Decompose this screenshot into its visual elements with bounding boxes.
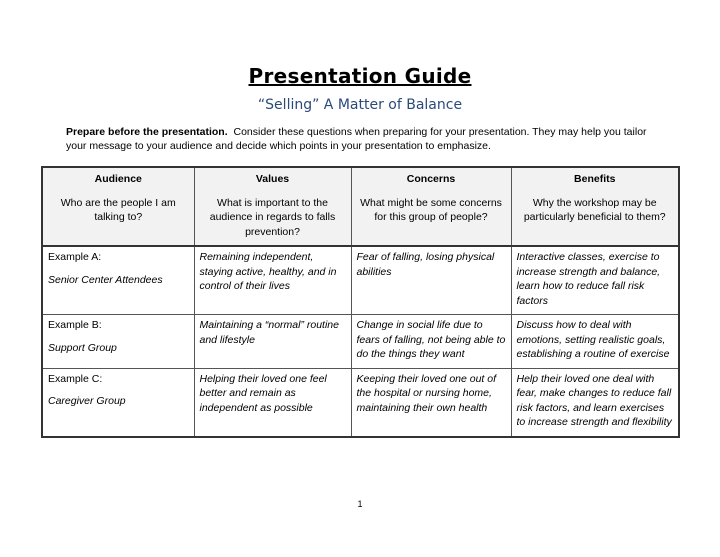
audience-cell — [42, 315, 194, 369]
values-cell — [194, 246, 351, 315]
header-benefits — [511, 167, 679, 246]
page-subtitle: “Selling” A Matter of Balance — [257, 97, 463, 113]
audience-name: Caregiver Group — [48, 395, 126, 407]
header-question: Who are the people I am talking to? — [60, 196, 176, 223]
table-row — [42, 246, 679, 315]
concerns-text: Fear of falling, losing physical abilities — [356, 251, 495, 278]
benefits-text: Discuss how to deal with emotions, setting realistic goals, establishing a routine of exercise — [516, 319, 670, 360]
example-label: Example A: — [48, 251, 102, 263]
values-text: Helping their loved one feel better and remain as independent as possible — [199, 372, 327, 414]
table-row — [42, 315, 679, 369]
example-label: Example B: — [48, 319, 102, 331]
audience-cell — [42, 368, 194, 437]
header-label: Values — [255, 173, 290, 185]
audience-name: Support Group — [48, 341, 117, 354]
page-number: 1 — [357, 499, 363, 509]
example-label: Example C: — [48, 372, 103, 385]
values-cell — [194, 368, 351, 437]
header-concerns — [351, 167, 511, 246]
concerns-cell — [351, 368, 511, 437]
header-question: What is important to the audience in regards to falls prevention? — [209, 196, 336, 238]
benefits-text: Interactive classes, exercise to increase strength and balance, learn how to reduce fall risk factors — [516, 251, 661, 307]
table-header-row — [42, 167, 679, 246]
header-label: Concerns — [406, 173, 456, 185]
intro-text: Consider these questions when preparing for your presentation. They may help you tailor your message to your audience and decide which points in your presentation to emphasize. — [66, 126, 647, 152]
page-title: Presentation Guide — [248, 64, 472, 88]
concerns-text: Change in social life due to fears of falling, not being able to do the things they want — [356, 319, 506, 360]
header-question: What might be some concerns for this group of people? — [360, 196, 502, 223]
audience-cell — [42, 246, 194, 315]
values-cell — [194, 315, 351, 369]
header-label: Audience — [94, 173, 142, 185]
benefits-cell — [511, 368, 679, 437]
intro-bold-lead: Prepare before the presentation. — [66, 126, 228, 138]
header-values — [194, 167, 351, 246]
table-row — [42, 368, 679, 437]
presentation-guide-table — [41, 166, 680, 438]
header-label: Benefits — [574, 173, 616, 185]
values-text: Maintaining a “normal” routine and lifestyle — [199, 319, 339, 346]
header-question: Why the workshop may be particularly beneficial to them? — [523, 196, 666, 223]
intro-paragraph — [66, 125, 666, 153]
benefits-cell — [511, 246, 679, 315]
benefits-cell — [511, 315, 679, 369]
concerns-text: Keeping their loved one out of the hospital or nursing home, maintaining their own health — [356, 372, 497, 414]
benefits-text: Help their loved one deal with fear, make changes to reduce fall risk factors, and learn exercises to increase strength and flexibility — [516, 372, 672, 428]
audience-name: Senior Center Attendees — [48, 273, 163, 286]
concerns-cell — [351, 246, 511, 315]
values-text: Remaining independent, staying active, healthy, and in control of their lives — [199, 251, 337, 292]
concerns-cell — [351, 315, 511, 369]
header-audience — [42, 167, 194, 246]
